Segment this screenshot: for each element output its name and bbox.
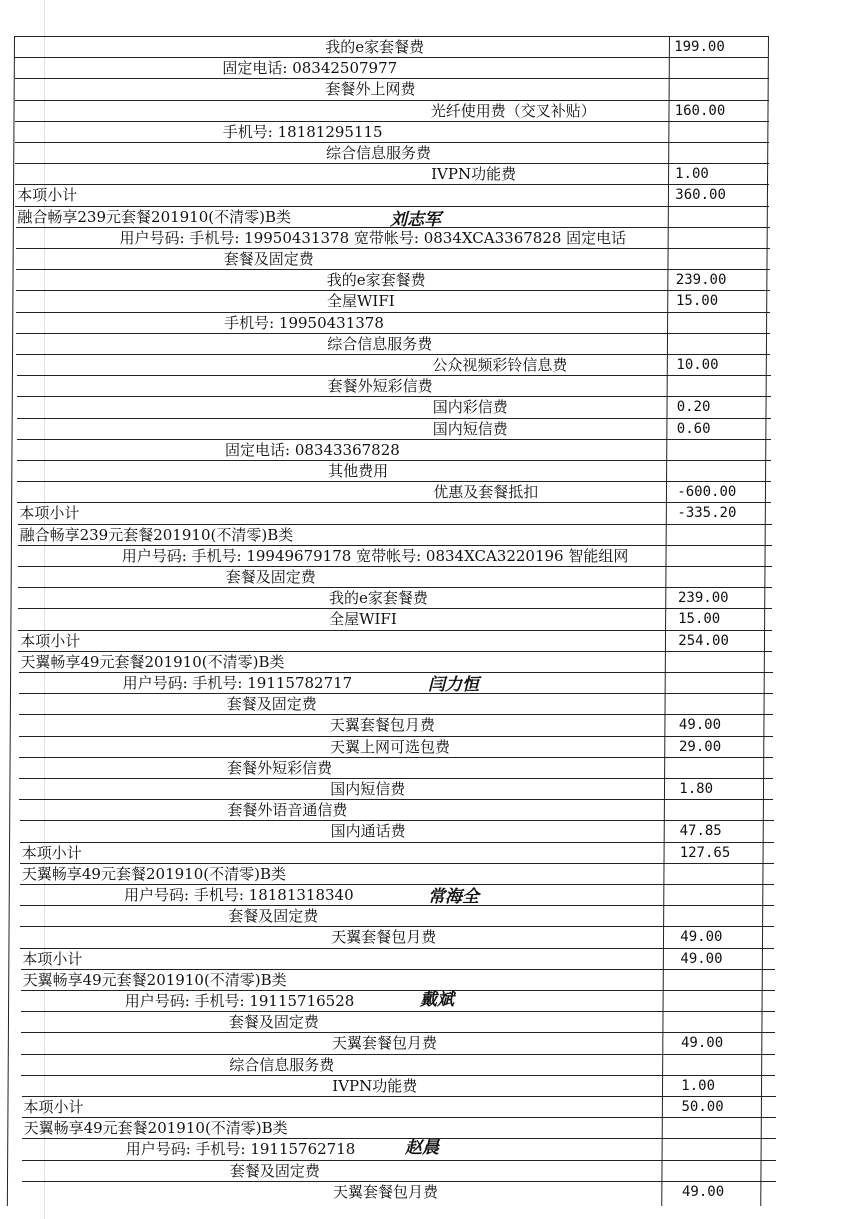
row-amount: 1.80 xyxy=(679,781,714,797)
row-label: 国内短信费 xyxy=(330,780,406,798)
row-label: 用户号码: 手机号: 19950431378 宽带帐号: 0834XCA3367828 固定电话 xyxy=(119,228,627,247)
row-label: 套餐及固定费 xyxy=(228,1013,319,1032)
bill-row xyxy=(18,587,772,608)
bill-row xyxy=(17,439,771,460)
row-amount: 15.00 xyxy=(676,293,719,310)
row-label: 手机号: 19950431378 xyxy=(224,313,384,332)
bill-row xyxy=(19,736,773,757)
bill-row xyxy=(21,1075,775,1096)
bill-row xyxy=(15,100,769,121)
row-amount: 239.00 xyxy=(678,590,729,607)
row-amount: 47.85 xyxy=(679,823,722,840)
row-label: 全屋WIFI xyxy=(327,292,395,311)
row-amount: 160.00 xyxy=(674,102,726,119)
row-label: 本项小计 xyxy=(19,504,80,523)
row-label: 公众视频彩铃信息费 xyxy=(432,356,568,374)
bill-row xyxy=(18,524,772,545)
row-label: 天翼套餐包月费 xyxy=(329,716,435,735)
bill-row xyxy=(17,375,771,396)
bill-row xyxy=(15,78,769,99)
bill-row xyxy=(16,269,770,290)
row-label: 用户号码: 手机号: 19115762718 xyxy=(125,1140,356,1159)
row-label: 用户号码: 手机号: 18181318340 xyxy=(124,886,354,904)
bill-row xyxy=(18,566,772,587)
row-label: 手机号: 18181295115 xyxy=(222,122,383,141)
bill-row xyxy=(15,142,769,163)
row-label: 套餐及固定费 xyxy=(225,568,316,586)
row-label: 国内通话费 xyxy=(330,822,406,841)
bill-row xyxy=(15,184,769,205)
bill-row xyxy=(15,163,769,184)
bill-row xyxy=(19,757,773,778)
row-label: IVPN功能费 xyxy=(431,165,517,184)
row-label: 本项小计 xyxy=(17,186,78,205)
row-amount: -335.20 xyxy=(677,505,737,522)
row-amount: 1.00 xyxy=(681,1077,716,1094)
bill-row xyxy=(21,1011,775,1032)
bill-row xyxy=(20,863,774,884)
row-label: 固定电话: 08342507977 xyxy=(222,59,398,78)
row-label: 本项小计 xyxy=(21,843,82,862)
bill-row xyxy=(18,545,772,566)
row-amount: 50.00 xyxy=(681,1099,724,1115)
row-amount: 49.00 xyxy=(680,929,723,946)
row-amount: 49.00 xyxy=(680,950,723,967)
handwritten-signature: 刘志军 xyxy=(390,210,441,230)
row-label: 套餐及固定费 xyxy=(228,907,319,926)
bill-row xyxy=(21,1054,775,1075)
row-label: 天翼套餐包月费 xyxy=(332,1034,438,1053)
bill-row xyxy=(20,820,774,841)
row-label: 套餐外语音通信费 xyxy=(227,801,348,820)
row-amount: 29.00 xyxy=(679,738,722,755)
bill-row xyxy=(15,121,769,142)
bill-row xyxy=(16,333,770,354)
handwritten-signature: 赵晨 xyxy=(405,1138,439,1158)
row-label: 天翼畅享49元套餐201910(不清零)B类 xyxy=(21,864,286,883)
bill-row xyxy=(16,248,770,269)
row-label: 用户号码: 手机号: 19115782717 xyxy=(122,674,353,692)
row-amount: 127.65 xyxy=(679,844,731,861)
row-amount: 10.00 xyxy=(676,357,719,373)
row-amount: 49.00 xyxy=(681,1035,724,1052)
bill-row xyxy=(20,884,774,905)
row-amount: 1.00 xyxy=(675,166,709,183)
bill-row xyxy=(14,36,768,57)
row-amount: 49.00 xyxy=(682,1183,725,1200)
row-label: 融合畅享239元套餐201910(不清零)B类 xyxy=(19,525,294,544)
row-label: 综合信息服务费 xyxy=(229,1055,335,1074)
bill-row xyxy=(20,948,774,969)
row-label: 套餐外短彩信费 xyxy=(227,758,333,777)
row-label: 国内短信费 xyxy=(432,419,508,438)
bill-row xyxy=(19,672,773,693)
bill-row xyxy=(19,778,773,799)
bill-row xyxy=(22,1138,776,1159)
row-label: 天翼畅享49元套餐201910(不清零)B类 xyxy=(23,1119,288,1138)
bill-row xyxy=(20,905,774,926)
bill-row xyxy=(19,693,773,714)
bill-row xyxy=(19,714,773,735)
bill-row xyxy=(19,799,773,820)
bill-row xyxy=(22,1160,776,1181)
row-label: 天翼上网可选包费 xyxy=(330,737,451,756)
row-label: 天翼畅享49元套餐201910(不清零)B类 xyxy=(22,970,287,989)
row-label: 我的e家套餐费 xyxy=(329,589,428,608)
handwritten-signature: 戴斌 xyxy=(420,990,454,1010)
bill-row xyxy=(20,842,774,863)
row-amount: -600.00 xyxy=(677,484,737,501)
row-label: 固定电话: 08343367828 xyxy=(225,440,400,459)
bill-row xyxy=(17,396,771,417)
row-label: 全屋WIFI xyxy=(329,610,397,629)
bill-row xyxy=(21,1032,775,1053)
row-amount: 49.00 xyxy=(678,717,722,734)
row-label: 套餐及固定费 xyxy=(223,250,314,268)
row-label: 光纤使用费（交叉补贴） xyxy=(430,101,596,120)
row-amount: 239.00 xyxy=(675,272,727,289)
bill-row xyxy=(14,57,768,78)
table-left-border xyxy=(7,36,15,1206)
row-label: 天翼畅享49元套餐201910(不清零)B类 xyxy=(20,652,285,671)
handwritten-signature: 常海全 xyxy=(428,887,479,907)
row-label: 综合信息服务费 xyxy=(326,144,432,162)
bill-row xyxy=(16,354,770,375)
row-label: 用户号码: 手机号: 19115716528 xyxy=(124,992,355,1010)
row-label: 本项小计 xyxy=(20,631,81,650)
row-amount: 254.00 xyxy=(678,632,729,649)
bill-row xyxy=(21,969,775,990)
row-label: 用户号码: 手机号: 19949679178 宽带帐号: 0834XCA3220196 智能组网 xyxy=(121,546,629,565)
row-label: 我的e家套餐费 xyxy=(325,38,425,56)
row-label: 本项小计 xyxy=(23,1098,84,1116)
row-label: 国内彩信费 xyxy=(432,398,508,417)
row-label: 本项小计 xyxy=(22,949,83,968)
row-amount: 0.60 xyxy=(676,420,711,437)
row-label: 优惠及套餐抵扣 xyxy=(433,483,539,502)
row-label: 综合信息服务费 xyxy=(327,334,433,353)
bill-row xyxy=(16,312,770,333)
bill-row xyxy=(22,1117,776,1138)
row-amount: 199.00 xyxy=(674,39,725,55)
bill-row xyxy=(16,290,770,311)
row-label: 我的e家套餐费 xyxy=(326,271,426,290)
row-label: 套餐外短彩信费 xyxy=(327,377,433,396)
bill-row xyxy=(22,1181,776,1202)
bill-row xyxy=(18,630,772,651)
bill-row xyxy=(21,990,775,1011)
bill-row xyxy=(20,926,774,947)
bill-row xyxy=(18,608,772,629)
row-label: 其他费用 xyxy=(328,462,389,480)
row-amount: 0.20 xyxy=(676,399,711,416)
row-amount: 360.00 xyxy=(675,187,726,204)
row-label: 天翼套餐包月费 xyxy=(331,928,437,947)
row-amount: 15.00 xyxy=(678,611,721,628)
bill-row xyxy=(22,1096,776,1117)
row-label: IVPN功能费 xyxy=(332,1076,418,1095)
bill-row xyxy=(17,418,771,439)
row-label: 天翼套餐包月费 xyxy=(333,1182,439,1201)
bill-row xyxy=(17,502,771,523)
bill-row xyxy=(18,651,772,672)
row-label: 套餐及固定费 xyxy=(229,1161,320,1180)
bill-row xyxy=(17,481,771,502)
row-label: 融合畅享239元套餐201910(不清零)B类 xyxy=(17,207,292,226)
row-label: 套餐及固定费 xyxy=(226,695,317,714)
row-label: 套餐外上网费 xyxy=(325,80,416,99)
handwritten-signature: 闫力恒 xyxy=(428,675,479,695)
bill-row xyxy=(17,460,771,481)
